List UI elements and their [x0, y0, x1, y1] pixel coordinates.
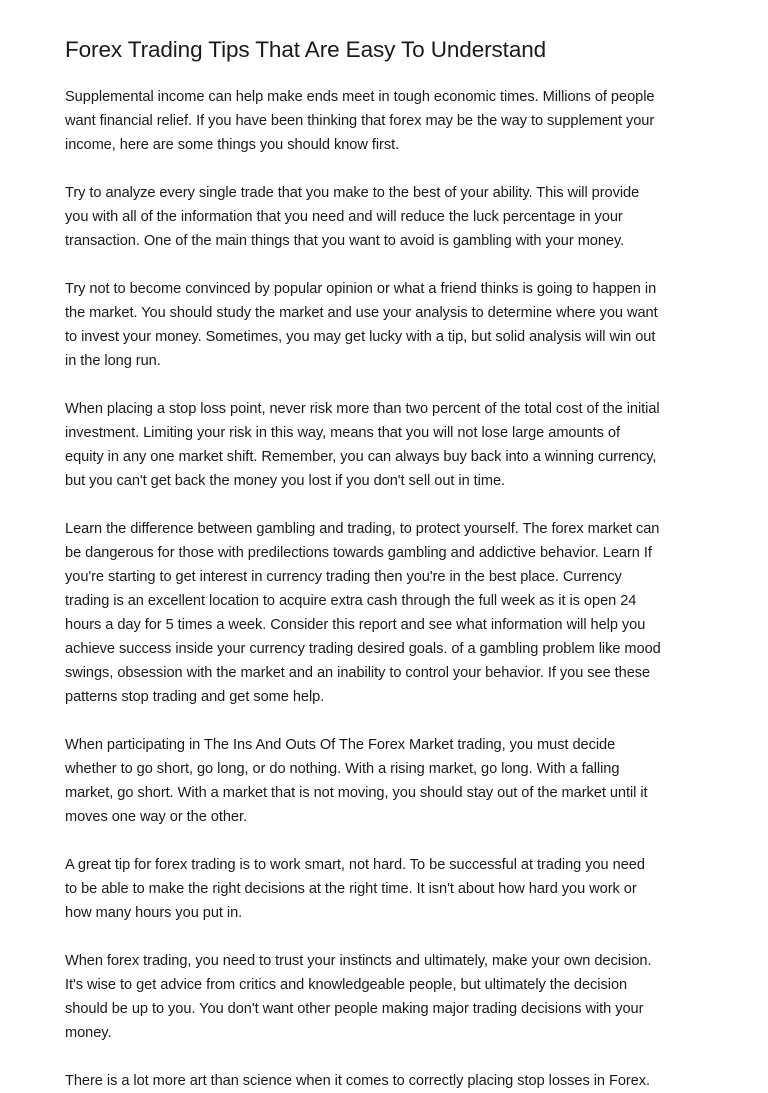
paragraph-8: [65, 949, 715, 1045]
text-line: how many hours you put in.: [65, 905, 243, 921]
paragraph-5: [65, 517, 715, 709]
text-line: When participating in The Ins And Outs Of The Forex Market trading, you must decide: [65, 737, 616, 753]
text-line: When placing a stop loss point, never risk more than two percent of the total cost of the initial: [65, 401, 660, 417]
text-line: income, here are some things you should know first.: [65, 137, 400, 153]
text-line: but you can't get back the money you lost if you don't sell out in time.: [65, 473, 506, 489]
text-line: patterns stop trading and get some help.: [65, 689, 325, 705]
text-line: equity in any one market shift. Remember, you can always buy back into a winning currency,: [65, 449, 657, 465]
text-line: When forex trading, you need to trust your instincts and ultimately, make your own decision.: [65, 953, 652, 969]
text-line: to invest your money. Sometimes, you may get lucky with a tip, but solid analysis will win out: [65, 329, 656, 345]
paragraph-1: [65, 85, 715, 157]
text-line: achieve success inside your currency trading desired goals. of a gambling problem like mood: [65, 641, 661, 657]
text-line: you're starting to get interest in currency trading then you're in the best place. Currency: [65, 569, 622, 585]
text-line: It's wise to get advice from critics and knowledgeable people, but ultimately the decision: [65, 977, 628, 993]
text-line: Learn the difference between gambling and trading, to protect yourself. The forex market can: [65, 521, 660, 537]
text-line: to be able to make the right decisions at the right time. It isn't about how hard you work or: [65, 881, 637, 897]
text-line: A great tip for forex trading is to work smart, not hard. To be successful at trading you need: [65, 857, 645, 873]
paragraph-2: [65, 181, 715, 253]
text-line: moves one way or the other.: [65, 809, 247, 825]
text-line: Try not to become convinced by popular opinion or what a friend thinks is going to happen in: [65, 281, 657, 297]
paragraph-6: [65, 733, 715, 829]
document-title: Forex Trading Tips That Are Easy To Understand: [65, 37, 547, 62]
text-line: should be up to you. You don't want other people making major trading decisions with your: [65, 1001, 644, 1017]
text-line: money.: [65, 1025, 112, 1041]
text-line: want financial relief. If you have been thinking that forex may be the way to supplement your: [65, 113, 655, 129]
text-line: whether to go short, go long, or do nothing. With a rising market, go long. With a falling: [65, 761, 620, 777]
paragraph-7: [65, 853, 715, 925]
text-line: the market. You should study the market and use your analysis to determine where you want: [65, 305, 658, 321]
text-line: transaction. One of the main things that you want to avoid is gambling with your money.: [65, 233, 625, 249]
text-line: investment. Limiting your risk in this way, means that you will not lose large amounts of: [65, 425, 620, 441]
paragraph-3: [65, 277, 715, 373]
paragraph-9: [65, 1069, 715, 1093]
text-line: hours a day for 5 times a week. Consider this report and see what information will help you: [65, 617, 646, 633]
text-line: be dangerous for those with predilections towards gambling and addictive behavior. Learn If: [65, 545, 652, 561]
document-page: [65, 36, 715, 1093]
text-line: you with all of the information that you need and will reduce the luck percentage in your: [65, 209, 623, 225]
text-line: in the long run.: [65, 353, 161, 369]
text-line: Supplemental income can help make ends meet in tough economic times. Millions of people: [65, 89, 655, 105]
document-body: [65, 85, 715, 1093]
text-line: Try to analyze every single trade that you make to the best of your ability. This will provide: [65, 185, 640, 201]
text-line: There is a lot more art than science when it comes to correctly placing stop losses in Forex.: [65, 1073, 651, 1089]
paragraph-4: [65, 397, 715, 493]
text-line: market, go short. With a market that is not moving, you should stay out of the market until it: [65, 785, 648, 801]
text-line: trading is an excellent location to acquire extra cash through the full week as it is open 24: [65, 593, 637, 609]
text-line: swings, obsession with the market and an inability to control your behavior. If you see these: [65, 665, 651, 681]
